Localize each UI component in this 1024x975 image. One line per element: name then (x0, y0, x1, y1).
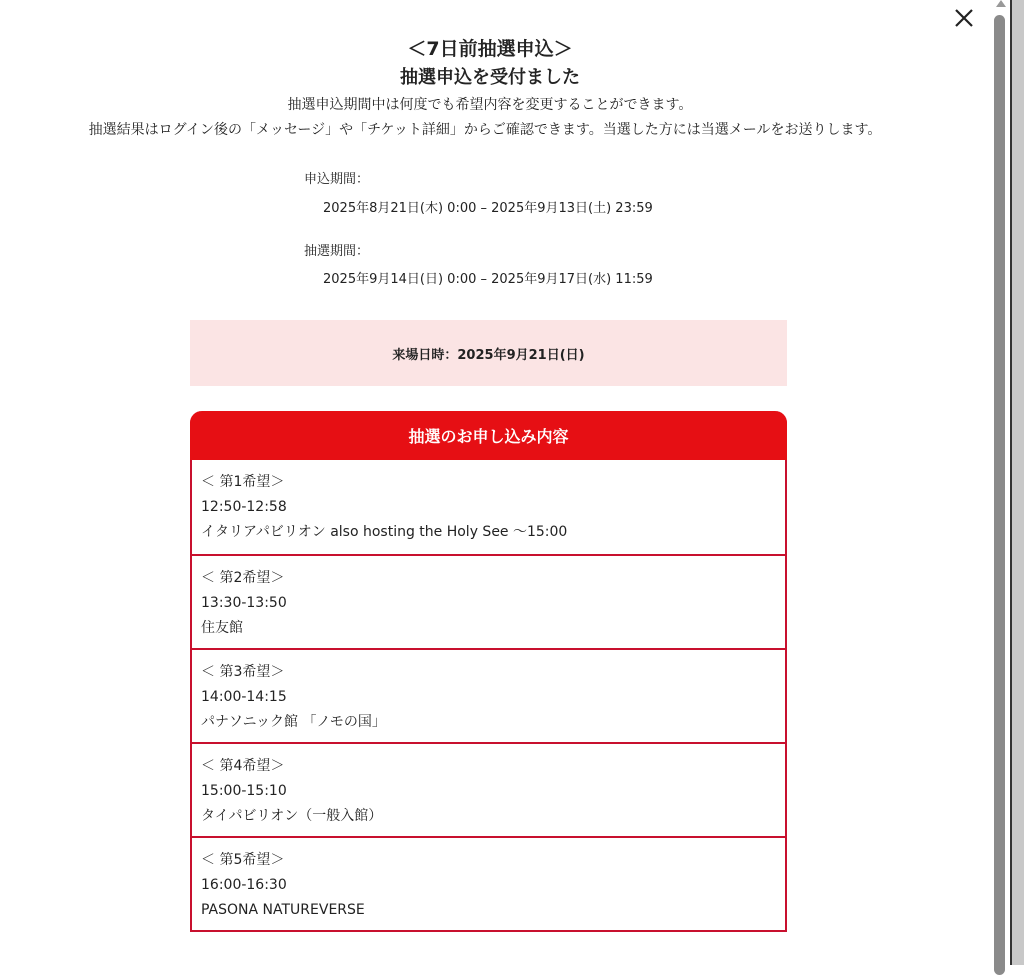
choice-rank: ＜ 第5希望＞ (201, 852, 285, 868)
visit-date-box (190, 320, 787, 386)
choice-rank: ＜ 第3希望＞ (201, 664, 285, 680)
choice-row (192, 742, 785, 836)
choice-time: 15:00-15:10 (201, 783, 287, 799)
choice-name: PASONA NATUREVERSE (201, 902, 365, 918)
choice-rank: ＜ 第2希望＞ (201, 570, 285, 586)
info-text-1: 抽選申込期間中は何度でも希望内容を変更することができます。 (287, 97, 693, 113)
choice-row (192, 554, 785, 648)
scrollbar-thumb[interactable] (994, 15, 1005, 975)
info-text-2: 抽選結果はログイン後の「メッセージ」や「チケット詳細」からご確認できます。当選した方には当選メールをお送りします。 (88, 122, 882, 138)
choice-name: イタリアパビリオン also hosting the Holy See ～15:00 (201, 524, 568, 540)
page-title: ＜7日前抽選申込＞ (407, 38, 573, 60)
choice-row (192, 836, 785, 930)
choice-time: 12:50-12:58 (201, 499, 287, 515)
choice-time: 14:00-14:15 (201, 689, 287, 705)
window-edge (1010, 0, 1024, 965)
choice-time: 16:00-16:30 (201, 877, 287, 893)
visit-date: 来場日時：2025年9月21日(日) (392, 347, 585, 363)
application-card (190, 411, 787, 932)
choice-name: タイパビリオン（一般入館） (201, 808, 383, 824)
choice-rank: ＜ 第1希望＞ (201, 474, 285, 490)
scrollbar[interactable] (992, 0, 1010, 965)
choice-name: 住友館 (201, 620, 243, 636)
close-icon[interactable] (950, 4, 978, 32)
choice-row (192, 648, 785, 742)
card-header: 抽選のお申し込み内容 (190, 411, 787, 460)
scroll-up-icon[interactable] (996, 0, 1006, 7)
choice-time: 13:30-13:50 (201, 595, 287, 611)
page-subtitle: 抽選申込を受付ました (400, 67, 580, 88)
apply-period-label: 申込期間： (304, 172, 370, 187)
choice-row (192, 460, 785, 554)
choice-rank: ＜ 第4希望＞ (201, 758, 285, 774)
lottery-period-label: 抽選期間： (304, 244, 370, 259)
lottery-period-value: 2025年9月14日(日) 0:00 – 2025年9月17日(水) 11:59 (323, 272, 653, 287)
choice-name: パナソニック館 「ノモの国」 (201, 714, 386, 730)
apply-period-value: 2025年8月21日(木) 0:00 – 2025年9月13日(土) 23:59 (323, 201, 653, 216)
